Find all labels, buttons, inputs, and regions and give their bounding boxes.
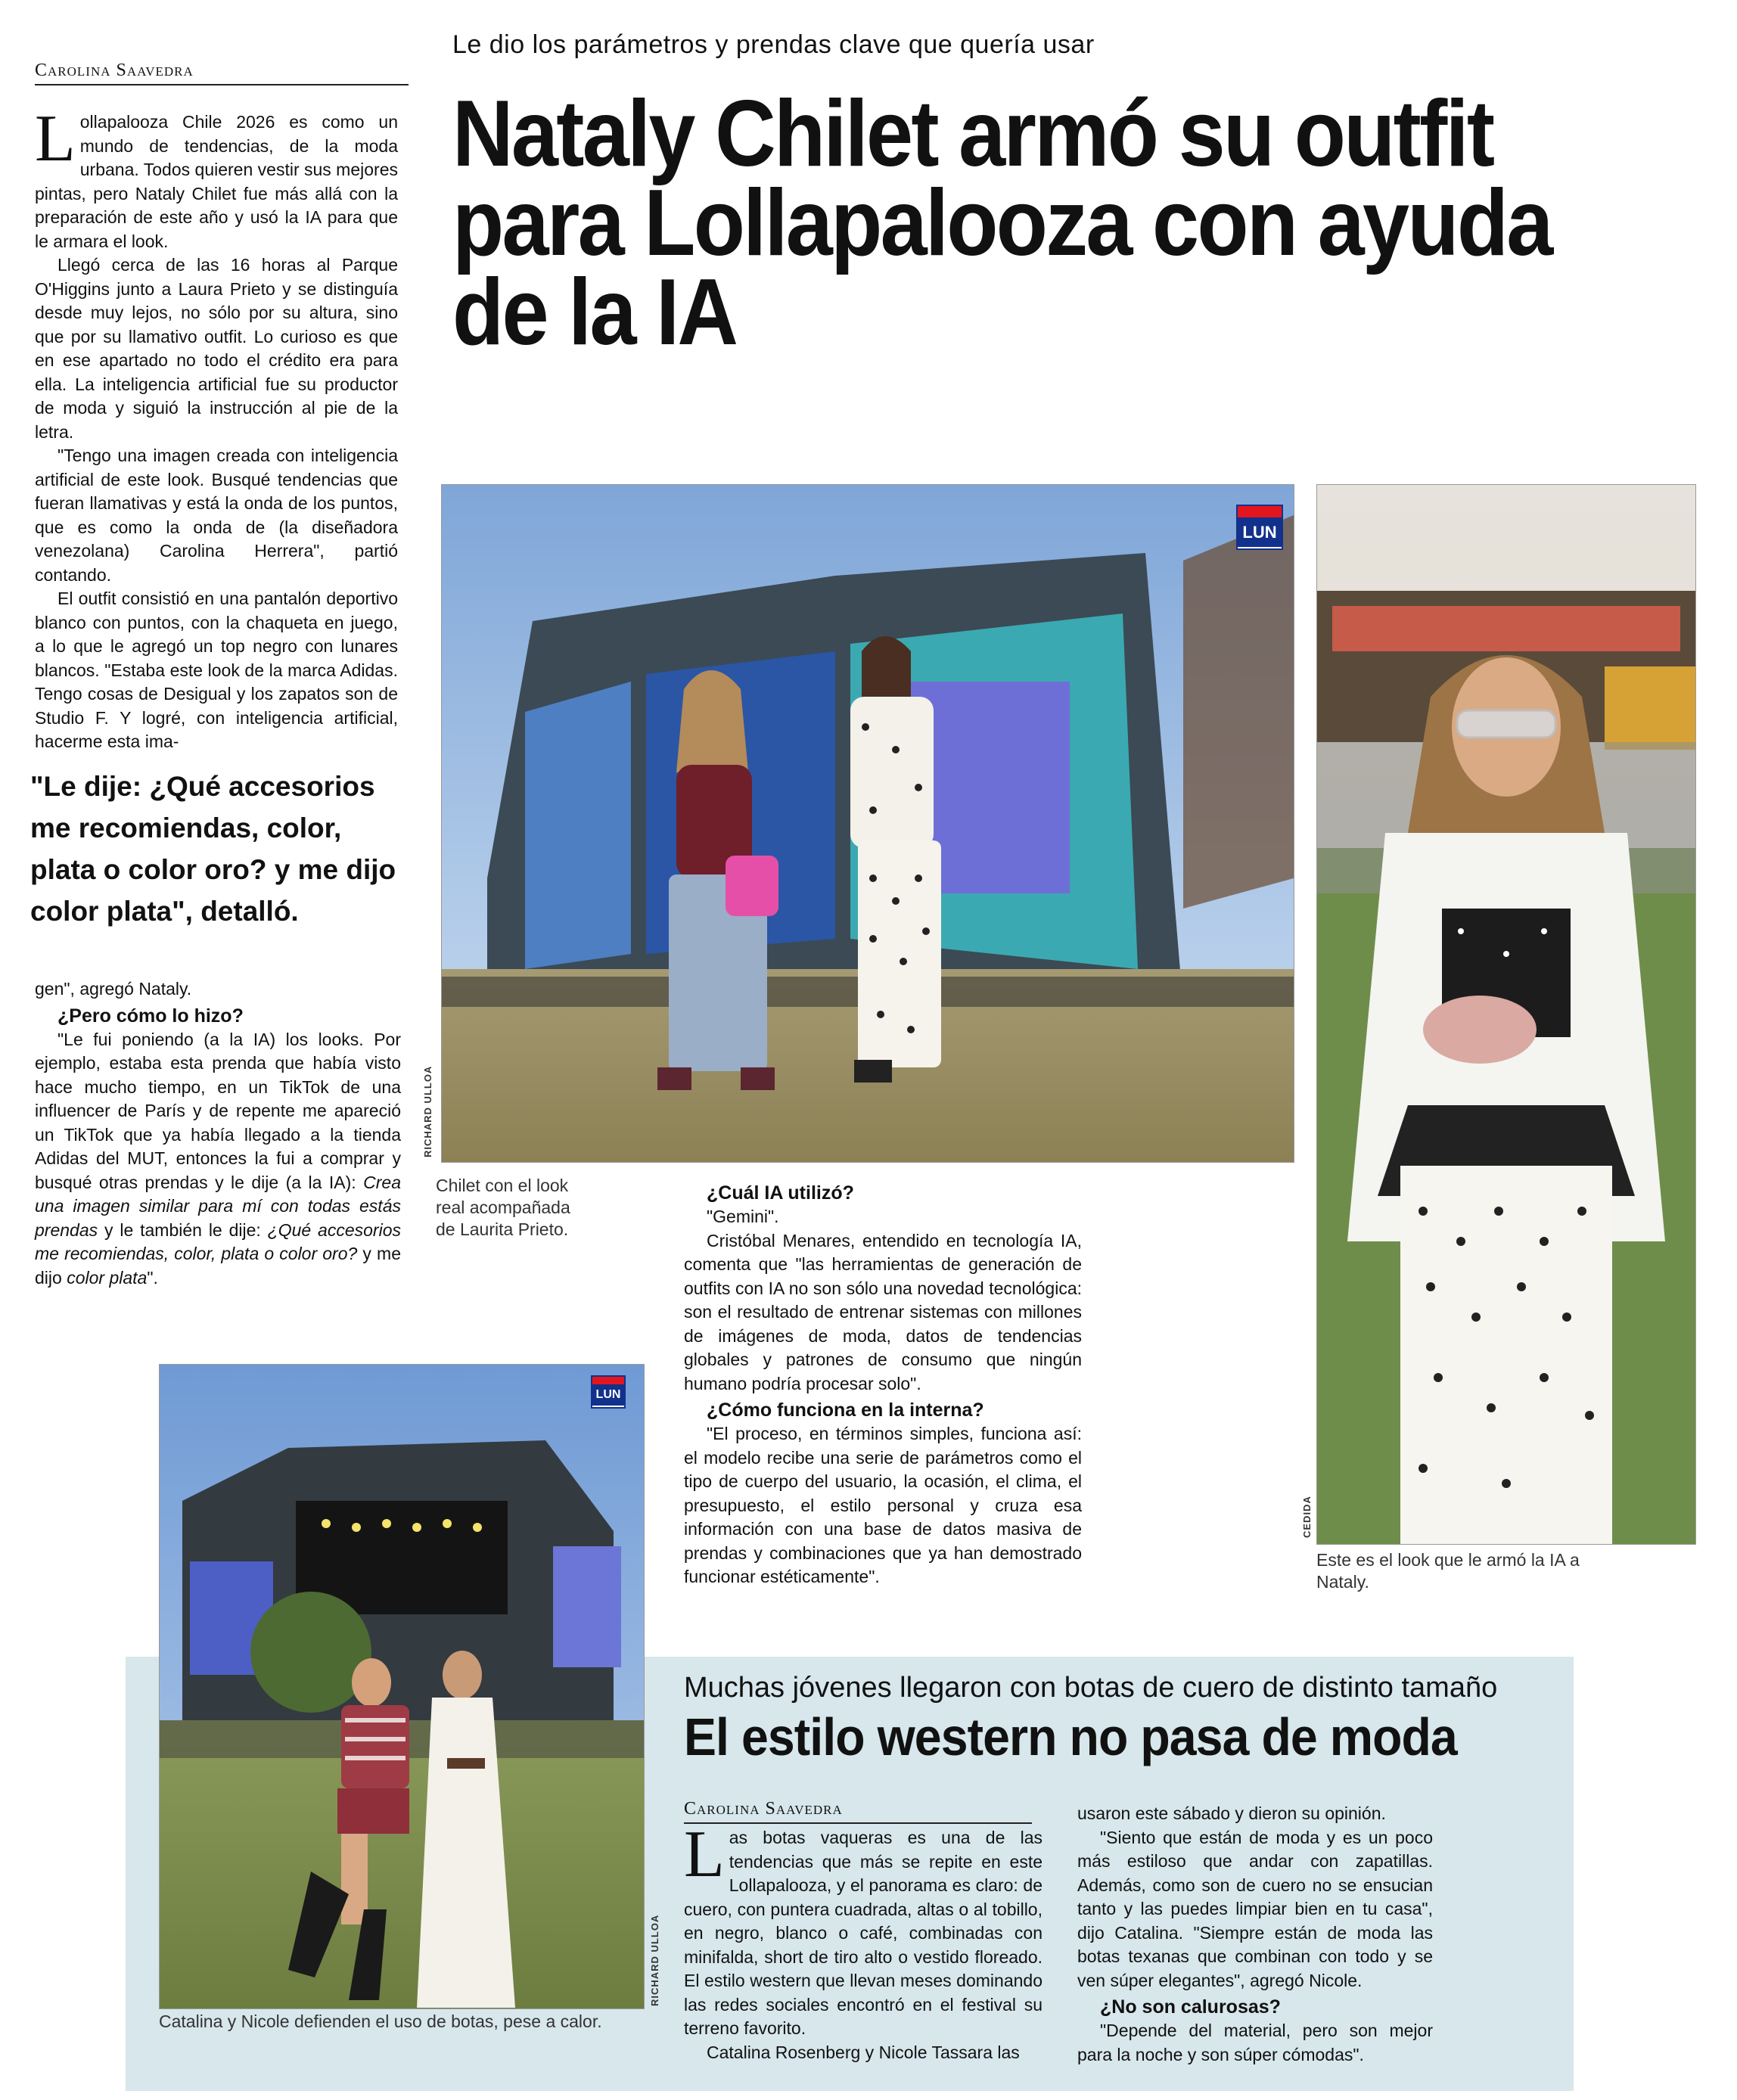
drop-cap: L — [684, 1818, 725, 1891]
photo-credit: RICHARD ULLOA — [422, 1065, 433, 1157]
question-heading: ¿Cuál IA utilizó? — [707, 1182, 854, 1204]
sidebar-kicker: Muchas jóvenes llegaron con botas de cuero de distinto tamaño — [684, 1672, 1498, 1704]
kicker: Le dio los parámetros y prendas clave que quería usar — [452, 30, 1095, 59]
byline: Carolina Saavedra — [35, 61, 409, 85]
article-column-2: ¿Cuál IA utilizó? "Gemini". Cristóbal Menares, entendido en tecnología IA, comenta que "las herramientas de generación de outfits con IA no son sólo una novedad tecnológica: son el resultado de entrenar sistemas con millones de imágenes de moda, datos de tendencias globales y patrones de consumo que ningún humano podría procesar solo". ¿Cómo funciona en la interna? "El proceso, en términos simples, funciona así: el modelo recibe una serie de parámetros como el tipo de cuerpo del usuario, la ocasión, el clima, el presupuesto, el estilo personal y cruza esa información con una base de datos masiva de prendas y combinaciones que ya han demostrado funcionar estéticamente". — [684, 1182, 1082, 1586]
photo-caption: Catalina y Nicole defienden el uso de botas, pese a calor. — [159, 2011, 602, 2031]
question-heading: ¿No son calurosas? — [1100, 1996, 1281, 2018]
photo-catalina-and-nicole — [159, 1364, 645, 2009]
sidebar-byline: Carolina Saavedra — [684, 1799, 1032, 1824]
question-heading: ¿Pero cómo lo hizo? — [57, 1005, 244, 1027]
sidebar-column-2: usaron este sábado y dieron su opinión. "Siento que están de moda y es un poco más estiloso que andar con zapatillas. Además, como son de cuero no se ensucian tanto y las puedes limpiar bien en tu casa", dijo Catalina. "Siempre están de moda las botas texanas que combinan con todo y se ven súper elegantes", agregó Nicole. ¿No son calurosas? "Depende del material, pero son mejor para la noche y son súper cómodas". — [1077, 1803, 1433, 2064]
sidebar-column-1: Las botas vaqueras es una de las tendencias que más se repite en este Lollapalooza, y el panorama es claro: de cuero, con puntera cuadrada, altas o al tobillo, en negro, blanco o café, combinadas con minifalda, short de tiro alto o vestido floreado. El estilo western que llevan meses dominando las redes sociales encontró en el festival su terreno favorito. Catalina Rosenberg y Nicole Tassara las — [684, 1818, 1043, 2062]
question-heading: ¿Cómo funciona en la interna? — [707, 1399, 984, 1421]
lun-logo: LUN — [1236, 505, 1283, 550]
pull-quote: "Le dije: ¿Qué accesorios me recomiendas, color, plata o color oro? y me dijo color plata", detalló. — [30, 771, 396, 927]
drop-cap: L — [35, 102, 76, 176]
sidebar-headline: El estilo western no pasa de moda — [684, 1707, 1457, 1766]
photo-credit: CEDIDA — [1301, 1496, 1313, 1538]
photo-caption: Chilet con el look real acompañada de Laurita Prieto. — [436, 1176, 570, 1239]
article-column-1: Lollapalooza Chile 2026 es como un mundo de tendencias, de la moda urbana. Todos quieren vestir sus mejores pintas, pero Nataly Chilet fue más allá con la preparación de este año y usó la IA para que le armara el look. Llegó cerca de las 16 horas al Parque O'Higgins junto a Laura Prieto y se distinguía desde muy lejos, no sólo por su altura, sino que por su llamativo outfit. Lo curioso es que en ese apartado no todo el crédito era para ella. La inteligencia artificial fue su productor de moda y siguió la instrucción al pie de la letra. "Tengo una imagen creada con inteligencia artificial de este look. Busqué tendencias que fueran llamativas y está la onda de los puntos, que es como la onda de (la diseñadora venezolana) Carolina Herrera", partió contando. El outfit consistió en una pantalón deportivo blanco con puntos, con la chaqueta en juego, a lo que le agregó un top negro con lunares blancos. "Estaba este look de la marca Adidas. Tengo cosas de Desigual y los zapatos son de Studio F. Y logré, con inteligencia artificial, hacerme esta ima- — [35, 102, 398, 751]
lun-logo: LUN — [591, 1375, 626, 1409]
photo-ai-look — [1316, 484, 1696, 1545]
photo-credit: RICHARD ULLOA — [649, 1914, 660, 2006]
article-column-1b: gen", agregó Nataly. ¿Pero cómo lo hizo? "Le fui poniendo (a la IA) los looks. Por ejemplo, estaba esta prenda que había visto hace mucho tiempo, en un TikTok de una influencer de París y de repente me apareció un TikTok que ya había llegado a la tienda Adidas del MUT, entonces la fui a comprar y busqué otras prendas y le dije (a la IA): Crea una imagen similar para mí con todas estás prendas y le también le dije: ¿Qué accesorios me recomiendas, color, plata o color oro? y me dijo color plata". — [35, 979, 401, 1288]
headline: Nataly Chilet armó su outfit para Lollapalooza con ayuda de la IA — [452, 82, 1552, 365]
photo-chilet-and-prieto — [441, 484, 1294, 1163]
photo-caption: Este es el look que le armó la IA a Nataly. — [1316, 1550, 1580, 1592]
